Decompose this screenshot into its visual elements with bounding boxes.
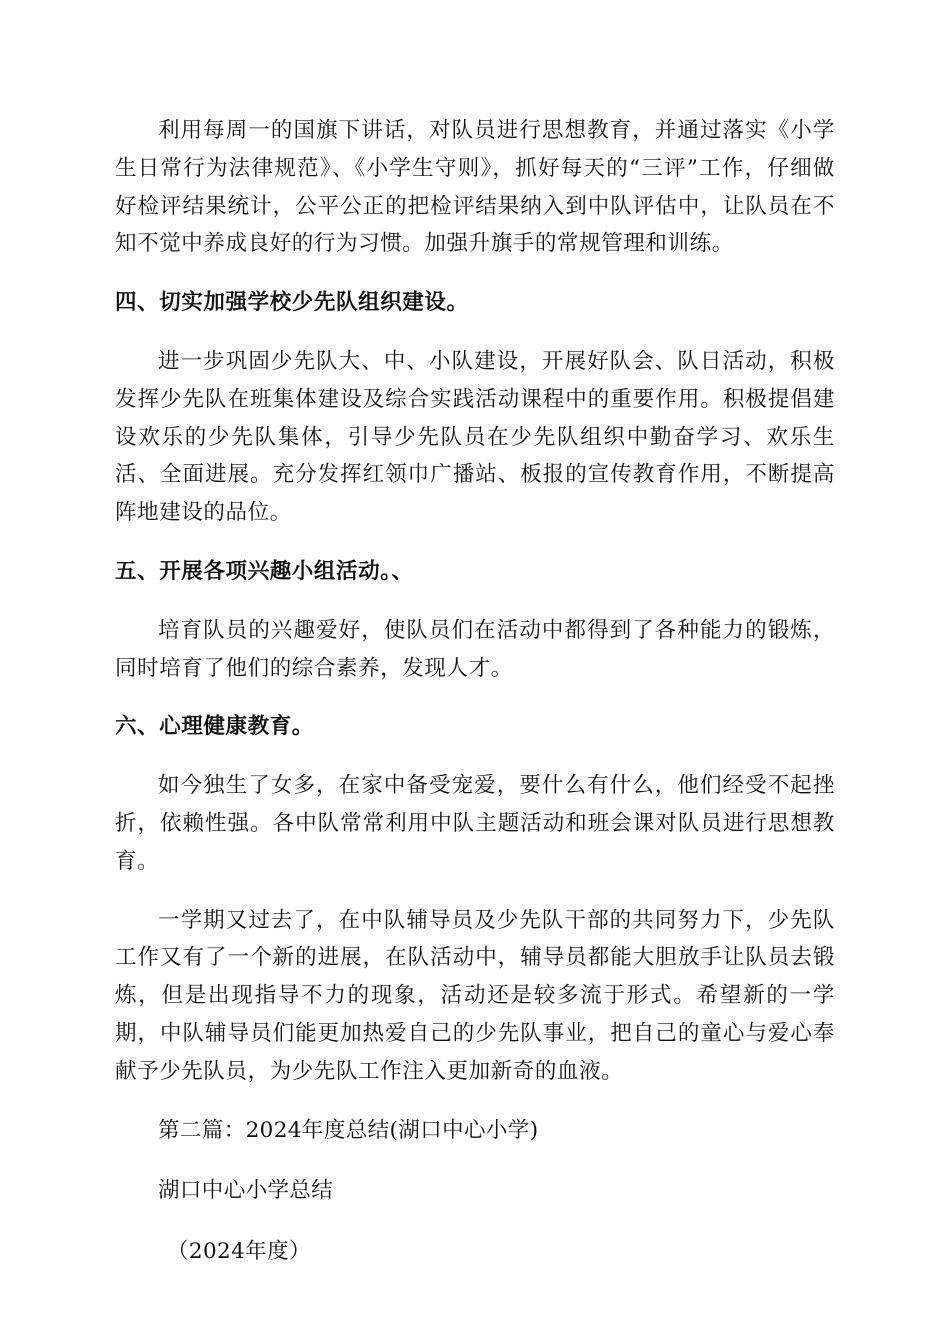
paragraph-mental-health: 如今独生了女多，在家中备受宠爱，要什么有什么，他们经受不起挫折，依赖性强。各中队常常利用中队主题活动和班会课对队员进行思想教育。: [115, 773, 835, 874]
section-heading-4: 四、切实加强学校少先队组织建设。: [115, 290, 469, 316]
paragraph-flag-speech: 利用每周一的国旗下讲话，对队员进行思想教育，并通过落实《小学生日常行为法律规范》、《小学生守则》，抓好每天的“三评”工作，仔细做好检评结果统计，公平公正的把检评结果纳入到中队评估中，让队员在不知不觉中养成良好的行为习惯。加强升旗手的常规管理和训练。: [115, 118, 835, 257]
document-page: [115, 112, 835, 1271]
paragraph-interest-groups: 培育队员的兴趣爱好，使队员们在活动中都得到了各种能力的锻炼，同时培育了他们的综合素养，发现人才。: [115, 617, 835, 681]
paragraph-summary: 一学期又过去了，在中队辅导员及少先队干部的共同努力下，少先队工作又有了一个新的进展，在队活动中，辅导员都能大胆放手让队员去锻炼，但是出现指导不力的现象，活动还是较多流于形式。希望新的一学期，中队辅导员们能更加热爱自己的少先队事业，把自己的童心与爱心奉献予少先队员，为少先队工作注入更加新奇的血液。: [115, 907, 835, 1084]
part-two-year: （2024年度）: [167, 1239, 311, 1265]
part-two-subtitle: 湖口中心小学总结: [158, 1178, 334, 1204]
part-two-title: 第二篇：2024年度总结(湖口中心小学): [158, 1117, 539, 1143]
section-heading-6: 六、心理健康教育。: [115, 714, 314, 740]
paragraph-organization: 进一步巩固少先队大、中、小队建设，开展好队会、队日活动，积极发挥少先队在班集体建设及综合实践活动课程中的重要作用。积极提倡建设欢乐的少先队集体，引导少先队员在少先队组织中勤奋学习、欢乐生活、全面进展。充分发挥红领巾广播站、板报的宣传教育作用，不断提高阵地建设的品位。: [115, 348, 835, 526]
section-heading-5: 五、开展各项兴趣小组活动。、: [115, 558, 414, 584]
